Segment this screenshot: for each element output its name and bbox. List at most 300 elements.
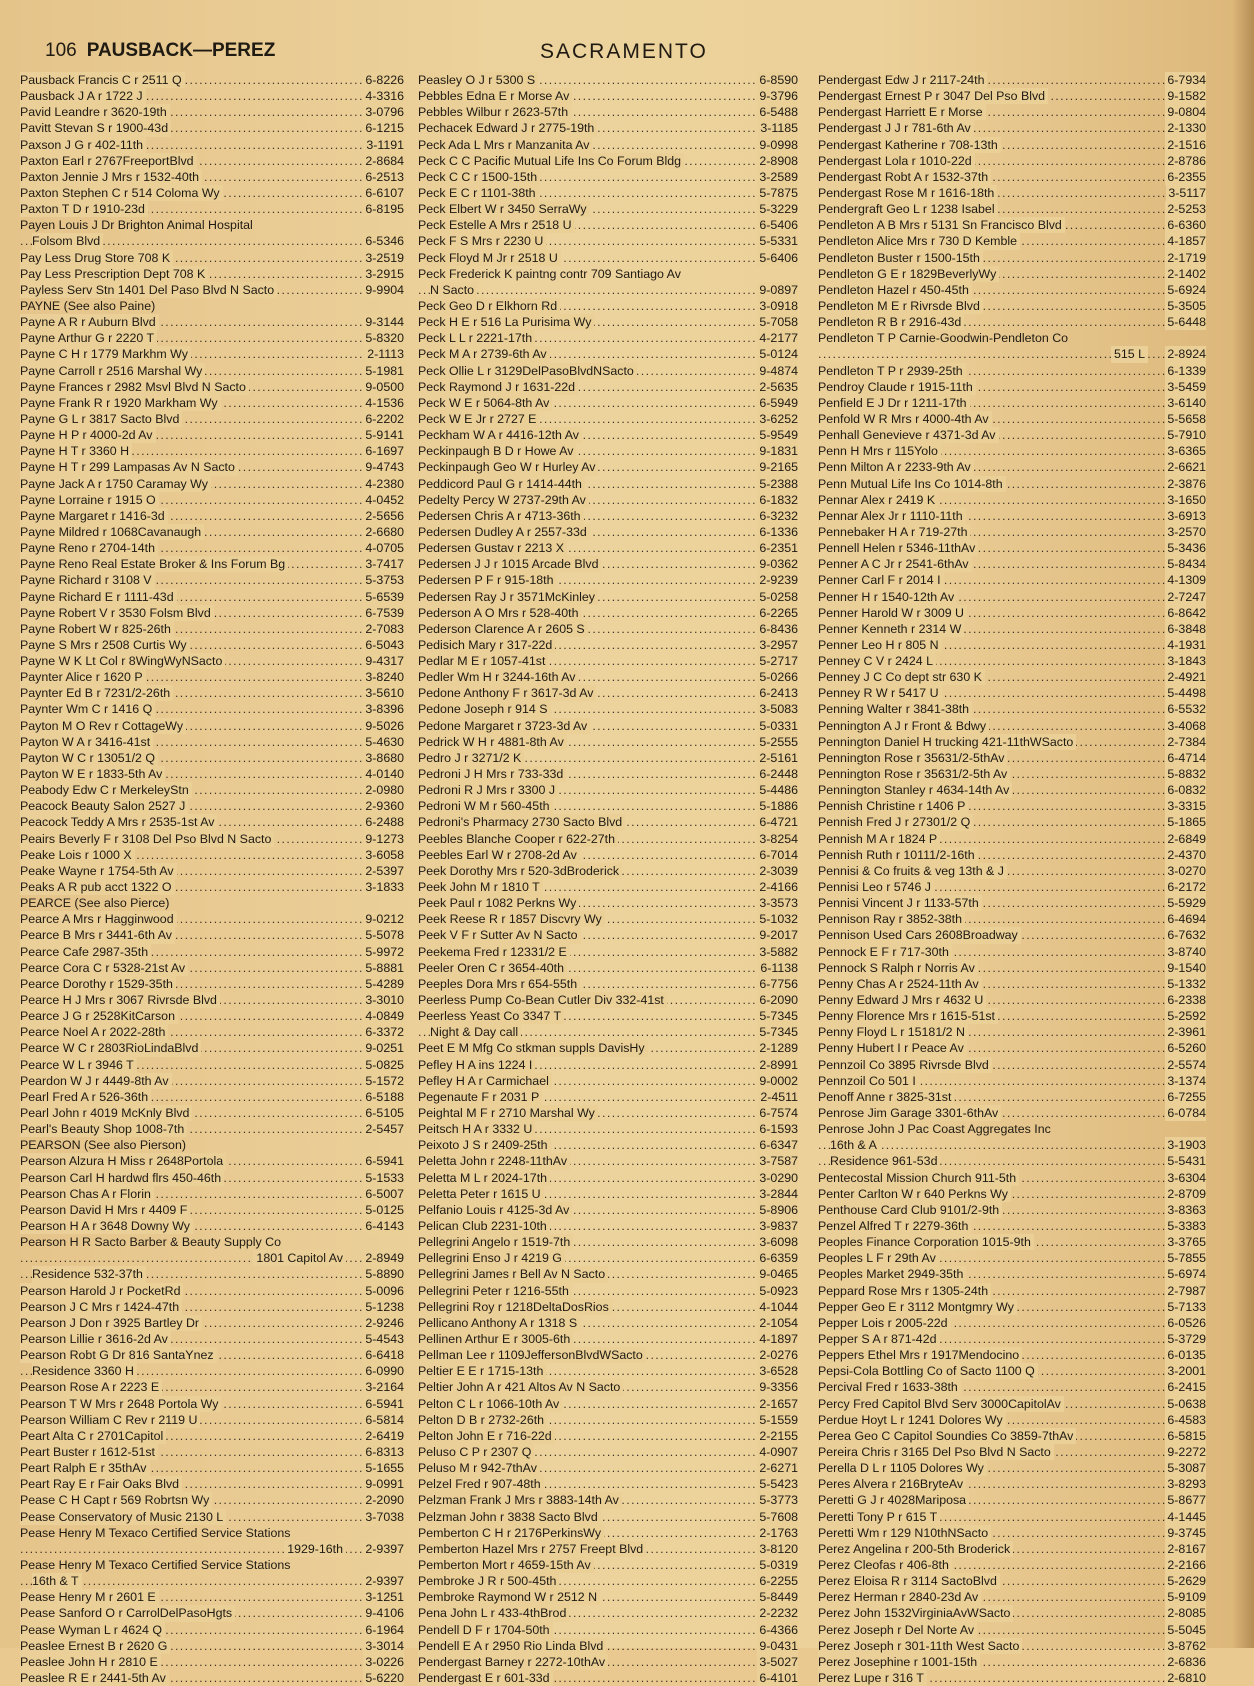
listing-entry <box>818 1525 1206 1541</box>
listing-phone: 3-3765 <box>1167 1235 1206 1250</box>
listing-phone: 5-1332 <box>1167 976 1206 991</box>
listing-entry <box>20 411 404 427</box>
listing-phone: 5-1032 <box>759 912 798 927</box>
listing-name: ..... Pearson Carl H hardwd flrs 450-46th <box>20 1170 224 1186</box>
listing-name: ..... Peck Geo D r Elkhorn Rd <box>418 298 560 314</box>
listing-name: ..... Peck C C r 1500-15th <box>418 169 540 185</box>
listing-phone: 2-5574 <box>1167 1057 1206 1072</box>
listing-entry <box>418 685 798 701</box>
listing-phone: 6-5488 <box>759 105 798 120</box>
listing-entry <box>818 508 1206 524</box>
listing-phone: 2-8786 <box>1167 153 1206 168</box>
listing-entry <box>418 1008 798 1024</box>
listing-phone: 2-8085 <box>1167 1606 1206 1621</box>
page-edge-shadow <box>1232 0 1254 1648</box>
listing-entry <box>818 863 1206 879</box>
listing-name: ..... Pearson Rose A r 2223 E <box>20 1379 162 1395</box>
listing-name: ..... Peart Ray E r Fair Oaks Blvd <box>20 1476 182 1492</box>
listing-phone: 2-7987 <box>1167 1283 1206 1298</box>
listing-entry <box>418 250 798 266</box>
listing-phone: 5-1533 <box>365 1170 404 1185</box>
listing-name: ..... Peluso M r 942-7thAv <box>418 1460 540 1476</box>
listing-entry <box>418 1153 798 1169</box>
listing-entry <box>20 1444 404 1460</box>
listing-name: ..... Peltier John A r 421 Altos Av N Sacto <box>418 1379 623 1395</box>
listing-name: ..... Peltier E E r 1715-13th <box>418 1363 546 1379</box>
listing-name: ..... Pelzman Frank J Mrs r 3883-14th Av <box>418 1492 622 1508</box>
listing-entry <box>818 556 1206 572</box>
listing-name: ..... Peacock Beauty Salon 2527 J <box>20 798 188 814</box>
listing-entry <box>418 589 798 605</box>
listing-entry <box>20 1412 404 1428</box>
listing-name: ..... Peeler Oren C r 3654-40th <box>418 960 567 976</box>
listing-name: ..... Payne Richard E r 1111-43d <box>20 589 177 605</box>
listing-entry <box>418 1396 798 1412</box>
listing-name: ..... Pearson J Don r 3925 Bartley Dr <box>20 1315 202 1331</box>
listing-name: ..... Pebbles Edna E r Morse Av <box>418 88 572 104</box>
listing-phone: 5-6406 <box>759 250 798 265</box>
listing-phone: 9-0991 <box>365 1477 404 1492</box>
listing-phone: 5-0266 <box>759 670 798 685</box>
listing-name: ..... Penner Kenneth r 2314 W <box>818 621 964 637</box>
listing-name: ..... Pennison Used Cars 2608Broadway <box>818 927 1021 943</box>
listing-column-1 <box>20 72 404 1686</box>
listing-name: ..... Pendleton Alice Mrs r 730 D Kemble <box>818 233 1020 249</box>
listing-phone: 9-3745 <box>1167 1525 1206 1540</box>
listing-phone: 5-2388 <box>759 476 798 491</box>
listing-phone: 4-3316 <box>365 89 404 104</box>
listing-entry <box>818 669 1206 685</box>
listing-entry <box>20 1492 404 1508</box>
listing-name: ..... Pearce Cafe 2987-35th <box>20 944 151 960</box>
listing-phone: 9-2017 <box>759 928 798 943</box>
listing-name: ..... Peck Raymond J r 1631-22d <box>418 379 578 395</box>
listing-name: ..... Peck W E Jr r 2727 E <box>418 411 539 427</box>
listing-name: ..... 515 L <box>1111 346 1148 362</box>
listing-entry <box>418 1412 798 1428</box>
listing-name: ..... Pearce A Mrs r Hagginwood <box>20 911 177 927</box>
listing-phone: 4-2380 <box>365 476 404 491</box>
listing-phone: 9-4317 <box>365 654 404 669</box>
listing-entry <box>818 492 1206 508</box>
listing-name: ..... Pellegrini Angelo r 1519-7th <box>418 1234 573 1250</box>
listing-phone: 3-4068 <box>1167 718 1206 733</box>
listing-entry <box>818 766 1206 782</box>
listing-name: ..... Pellinen Arthur E r 3005-6th <box>418 1331 573 1347</box>
listing-name: ..... Pepsi-Cola Bottling Co of Sacto 1100 Q <box>818 1363 1038 1379</box>
listing-phone: 3-8740 <box>1167 944 1206 959</box>
listing-entry <box>418 637 798 653</box>
listing-name: ..... Pennish Fred J r 27301/2 Q <box>818 814 973 830</box>
listing-phone: 6-5949 <box>759 395 798 410</box>
listing-entry <box>818 782 1206 798</box>
listing-phone: 6-4583 <box>1167 1412 1206 1427</box>
listing-phone: 3-2519 <box>365 250 404 265</box>
listing-entry <box>418 1509 798 1525</box>
listing-phone: 6-2090 <box>759 993 798 1008</box>
listing-phone: 5-2629 <box>1167 1574 1206 1589</box>
listing-phone: 6-5260 <box>1167 1041 1206 1056</box>
listing-phone: 5-5431 <box>1167 1154 1206 1169</box>
listing-name: ..... Payne Frank R r 1920 Markham Wy <box>20 395 221 411</box>
listing-name: ..... Pegenaute F r 2031 P <box>418 1089 542 1105</box>
listing-phone: 5-1238 <box>365 1299 404 1314</box>
listing-phone: 9-0500 <box>365 379 404 394</box>
listing-phone: 5-3436 <box>1167 541 1206 556</box>
listing-name: ..... Pefley H A ins 1224 I <box>418 1057 535 1073</box>
listing-entry <box>818 847 1206 863</box>
listing-name: ..... Paxton T D r 1910-23d <box>20 201 148 217</box>
listing-phone: 5-2717 <box>759 654 798 669</box>
listing-phone: 3-6252 <box>759 411 798 426</box>
listing-name: ..... Payne Richard r 3108 V <box>20 572 155 588</box>
listing-phone: 3-2915 <box>365 266 404 281</box>
listing-entry <box>818 879 1206 895</box>
listing-entry <box>20 750 404 766</box>
listing-phone: 9-9904 <box>365 282 404 297</box>
listing-name: ..... Pennisi Vincent J r 1133-57th <box>818 895 982 911</box>
listing-name: ..... Pefley H A r Carmichael <box>418 1073 552 1089</box>
listing-entry <box>418 1363 798 1379</box>
listing-name: ..... Peck M A r 2739-6th Av <box>418 346 550 362</box>
listing-name: PAYNE (See also Paine) <box>20 298 156 313</box>
listing-entry <box>418 1202 798 1218</box>
listing-phone: 6-3232 <box>759 508 798 523</box>
listing-name: ..... Penney R W r 5417 U <box>818 685 942 701</box>
listing-entry <box>20 976 404 992</box>
listing-entry <box>418 718 798 734</box>
listing-name: ..... Peck E C r 1101-38th <box>418 185 539 201</box>
listing-phone: 2-2166 <box>1167 1557 1206 1572</box>
listing-entry <box>418 1557 798 1573</box>
listing-entry <box>418 895 798 911</box>
listing-entry <box>818 1379 1206 1395</box>
listing-entry <box>818 1266 1206 1282</box>
listing-entry <box>418 476 798 492</box>
listing-entry <box>818 621 1206 637</box>
listing-name: ..... Pellicano Anthony A r 1318 S <box>418 1315 580 1331</box>
listing-name: ..... Pendergast Barney r 2272-10thAv <box>418 1654 608 1670</box>
listing-entry <box>418 72 798 88</box>
listing-name: Pearson H R Sacto Barber & Beauty Supply Co <box>20 1235 282 1250</box>
listing-entry <box>818 1299 1206 1315</box>
listing-phone: 5-4543 <box>365 1331 404 1346</box>
listing-entry <box>818 1444 1206 1460</box>
listing-entry <box>818 1315 1206 1331</box>
listing-entry <box>418 1347 798 1363</box>
listing-name: ..... Pennington Rose r 35631/2-5th Av <box>818 766 1010 782</box>
listing-name: ..... Pemberton Mort r 4659-15th Av <box>418 1557 594 1573</box>
listing-name: ..... Payne Reno Real Estate Broker & Ins Forum Bg <box>20 556 288 572</box>
listing-name: ..... Pedersen Ray J r 3571McKinley <box>418 589 598 605</box>
listing-entry <box>20 1331 404 1347</box>
listing-name: ..... Payne Reno r 2704-14th <box>20 540 158 556</box>
listing-entry <box>818 653 1206 669</box>
listing-entry <box>20 1283 404 1299</box>
listing-entry <box>818 1428 1206 1444</box>
listing-name: ..... Peoples L F r 29th Av <box>818 1250 939 1266</box>
listing-phone: 6-1138 <box>760 960 798 975</box>
listing-entry <box>818 718 1206 734</box>
listing-name: ..... Pendergast Katherine r 708-13th <box>818 137 1001 153</box>
listing-phone: 6-5007 <box>365 1186 404 1201</box>
listing-name: ..... Payne Carroll r 2516 Marshal Wy <box>20 363 205 379</box>
listing-entry <box>418 1541 798 1557</box>
listing-phone: 6-3848 <box>1167 621 1206 636</box>
listing-name: ..... Pelton C L r 1066-10th Av <box>418 1396 562 1412</box>
listing-phone: 6-5941 <box>365 1396 404 1411</box>
listing-name: ..... Peart Ralph E r 35thAv <box>20 1460 150 1476</box>
listing-name: ..... Pendleton Buster r 1500-15th <box>818 250 983 266</box>
listing-entry <box>418 1460 798 1476</box>
listing-entry <box>418 701 798 717</box>
listing-name: ..... Pendleton Hazel r 450-45th <box>818 282 972 298</box>
listing-name: ..... Percival Fred r 1633-38th <box>818 1379 961 1395</box>
listing-phone: 6-0832 <box>1167 783 1206 798</box>
listing-entry <box>418 1573 798 1589</box>
listing-phone: 9-1540 <box>1167 960 1206 975</box>
listing-phone: 5-1572 <box>365 1073 404 1088</box>
listing-name: ..... Pemberton C H r 2176PerkinsWy <box>418 1525 604 1541</box>
listing-name: ..... Peasley O J r 5300 S <box>418 72 538 88</box>
listing-phone: 2-1054 <box>759 1315 798 1330</box>
listing-entry <box>20 1121 404 1137</box>
listing-entry <box>20 363 404 379</box>
listing-entry <box>818 88 1206 104</box>
listing-entry <box>20 201 404 217</box>
listing-name: ..... Payne H T r 3360 H <box>20 443 132 459</box>
listing-name: ..... Pennar Alex r 2419 K <box>818 492 938 508</box>
listing-phone: 5-2555 <box>759 734 798 749</box>
listing-phone: 6-4721 <box>759 815 798 830</box>
listing-entry <box>20 137 404 153</box>
listing-name: ..... Paxton Earl r 2767FreeportBlvd <box>20 153 197 169</box>
listing-entry <box>418 169 798 185</box>
listing-phone: 3-1251 <box>365 1590 404 1605</box>
listing-name: ..... Pena John L r 433-4thBrod <box>418 1605 569 1621</box>
listing-name: ..... Pennell Helen r 5346-11thAv <box>818 540 978 556</box>
listing-name: ..... Pearce B Mrs r 3441-6th Av <box>20 927 175 943</box>
listing-entry <box>818 1121 1206 1137</box>
listing-name: ..... Peck Ollie L r 3129DelPasoBlvdNSacto <box>418 363 637 379</box>
listing-name: ..... Payne W K Lt Col r 8WingWyNSacto <box>20 653 225 669</box>
listing-phone: 2-6810 <box>1167 1670 1206 1685</box>
listing-name: ..... Peppard Rose Mrs r 1305-24th <box>818 1283 991 1299</box>
listing-entry <box>818 395 1206 411</box>
listing-phone: 4-0140 <box>365 767 404 782</box>
listing-name: ..... Pelzman John r 3838 Sacto Blvd <box>418 1509 601 1525</box>
listing-entry <box>20 217 404 233</box>
listing-name: ..... Paxton Jennie J Mrs r 1532-40th <box>20 169 202 185</box>
listing-name: ..... Payne S Mrs r 2508 Curtis Wy <box>20 637 190 653</box>
listing-phone: 3-0918 <box>759 298 798 313</box>
listing-name: ..... Payne Robert V r 3530 Folsm Blvd <box>20 605 214 621</box>
listing-entry <box>418 976 798 992</box>
listing-phone: 2-3961 <box>1167 1025 1206 1040</box>
listing-phone: 6-7539 <box>365 605 404 620</box>
listing-entry <box>818 831 1206 847</box>
listing-phone: 3-1843 <box>1167 654 1206 669</box>
listing-name: ..... Payne Lorraine r 1915 O <box>20 492 159 508</box>
listing-entry <box>418 524 798 540</box>
listing-phone: 3-0226 <box>365 1654 404 1669</box>
listing-entry <box>818 1605 1206 1621</box>
listing-entry <box>818 1202 1206 1218</box>
listing-phone: 2-1289 <box>759 1041 798 1056</box>
listing-name: Penrose John J Pac Coast Aggregates Inc <box>818 1122 1051 1137</box>
listing-entry <box>418 233 798 249</box>
listing-name: ..... Pendell D F r 1704-50th <box>418 1622 553 1638</box>
listing-phone: 6-0990 <box>365 1364 404 1379</box>
listing-entry <box>818 169 1206 185</box>
listing-name: ..... Night & Day call <box>430 1024 521 1040</box>
listing-phone: 2-6271 <box>759 1461 798 1476</box>
listing-name: ..... Pedisich Mary r 317-22d <box>418 637 555 653</box>
listing-name: ..... Pavitt Stevan S r 1900-43d <box>20 120 171 136</box>
listing-entry <box>418 363 798 379</box>
listing-entry <box>20 718 404 734</box>
listing-phone: 2-9397 <box>365 1541 404 1556</box>
listing-name: ..... Pedersen Chris A r 4713-36th <box>418 508 584 524</box>
listing-entry <box>818 685 1206 701</box>
listing-phone: 4-1536 <box>365 395 404 410</box>
listing-name: ..... Pearson William C Rev r 2119 U <box>20 1412 200 1428</box>
listing-phone: 5-3773 <box>759 1493 798 1508</box>
listing-name: Peck Frederick K paintng contr 709 Santiago Av <box>418 266 681 281</box>
listing-entry <box>20 1476 404 1492</box>
listing-phone: 2-2090 <box>365 1493 404 1508</box>
listing-name: ..... Pedone Anthony F r 3617-3d Av <box>418 685 596 701</box>
listing-entry <box>418 137 798 153</box>
listing-entry <box>418 1024 798 1040</box>
listing-entry <box>818 1250 1206 1266</box>
listing-name: ..... Pedroni R J Mrs r 3300 J <box>418 782 558 798</box>
listing-phone: 2-8991 <box>759 1057 798 1072</box>
listing-entry <box>418 379 798 395</box>
listing-phone: 5-6448 <box>1167 315 1206 330</box>
listing-entry <box>20 314 404 330</box>
listing-name: ..... Pellegrini Roy r 1218DeltaDosRios <box>418 1299 612 1315</box>
listing-entry <box>418 104 798 120</box>
listing-name: ..... Peek Dorothy Mrs r 520-3dBroderick <box>418 863 622 879</box>
listing-name: ..... Peart Buster r 1612-51st <box>20 1444 158 1460</box>
listing-phone: 2-5635 <box>759 379 798 394</box>
listing-phone: 2-6621 <box>1167 460 1206 475</box>
listing-name: ..... Peixoto J S r 2409-25th <box>418 1137 551 1153</box>
listing-phone: 3-6058 <box>365 847 404 862</box>
listing-name: ..... Pendroy Claude r 1915-11th <box>818 379 976 395</box>
listing-entry <box>818 476 1206 492</box>
listing-name: ..... Pennock E F r 717-30th <box>818 944 952 960</box>
listing-name: ..... Pay Less Drug Store 708 K <box>20 250 173 266</box>
listing-entry <box>818 120 1206 136</box>
listing-phone: 9-0465 <box>759 1267 798 1282</box>
listing-entry <box>418 217 798 233</box>
listing-name: ..... Pendleton G E r 1829BeverlyWy <box>818 266 999 282</box>
listing-phone: 6-2351 <box>759 541 798 556</box>
listing-entry <box>818 960 1206 976</box>
listing-name: ..... Perella D L r 1105 Dolores Wy <box>818 1460 987 1476</box>
listing-entry <box>418 492 798 508</box>
listing-phone: 6-8226 <box>365 73 404 87</box>
listing-phone: 3-5610 <box>365 686 404 701</box>
listing-entry <box>418 346 798 362</box>
listing-entry <box>20 72 404 88</box>
listing-phone: 6-2265 <box>759 605 798 620</box>
listing-entry <box>818 1622 1206 1638</box>
listing-entry <box>20 524 404 540</box>
listing-entry <box>818 524 1206 540</box>
listing-entry <box>20 927 404 943</box>
listing-phone: 6-4694 <box>1167 912 1206 927</box>
listing-entry <box>20 1089 404 1105</box>
listing-entry <box>818 589 1206 605</box>
listing-phone: 5-5929 <box>1167 896 1206 911</box>
listing-phone: 2-8924 <box>1167 347 1206 362</box>
listing-name: ..... Perez Joseph r Del Norte Av <box>818 1622 977 1638</box>
listing-entry <box>20 782 404 798</box>
listing-name: Pease Henry M Texaco Certified Service Stations <box>20 1525 291 1540</box>
listing-phone: 9-3796 <box>759 89 798 104</box>
listing-phone: 3-6140 <box>1167 395 1206 410</box>
listing-name: ..... Pedler Wm H r 3244-16th Av <box>418 669 578 685</box>
listing-phone: 5-3383 <box>1167 1218 1206 1233</box>
listing-phone: 5-5045 <box>1167 1622 1206 1637</box>
listing-name: ..... Peres Alvera r 216BryteAv <box>818 1476 966 1492</box>
listing-phone: 3-3315 <box>1167 799 1206 814</box>
listing-name: ..... Peck Estelle A Mrs r 2518 U <box>418 217 575 233</box>
listing-name: ..... Peek John M r 1810 T <box>418 879 543 895</box>
listing-entry <box>20 1202 404 1218</box>
listing-name: ..... Peretti G J r 4028Mariposa <box>818 1492 969 1508</box>
listing-phone: 3-5083 <box>759 702 798 717</box>
listing-phone: 2-6836 <box>1167 1654 1206 1669</box>
listing-phone: 2-8908 <box>759 153 798 168</box>
listing-phone: 6-1697 <box>365 444 404 459</box>
listing-entry <box>418 1186 798 1202</box>
listing-entry <box>418 1040 798 1056</box>
listing-name: ..... Perez Cleofas r 406-8th <box>818 1557 952 1573</box>
listing-phone: 6-7632 <box>1167 928 1206 943</box>
listing-entry <box>818 798 1206 814</box>
listing-name: ..... Pedro J r 3271/2 K <box>418 750 524 766</box>
listing-entry <box>418 1266 798 1282</box>
listing-phone: 5-5078 <box>365 928 404 943</box>
listing-phone: 5-7875 <box>759 185 798 200</box>
listing-name: ..... Pellegrini Peter r 1216-55th <box>418 1283 572 1299</box>
listing-entry <box>20 1137 404 1153</box>
listing-name: ..... Peck Floyd M Jr r 2518 U <box>418 250 561 266</box>
listing-entry <box>20 492 404 508</box>
listing-name: ..... Peardon W J r 4449-8th Av <box>20 1073 172 1089</box>
listing-entry <box>818 540 1206 556</box>
listing-entry <box>418 427 798 443</box>
listing-entry <box>418 831 798 847</box>
listing-name: ..... Pearl John r 4019 McKnly Blvd <box>20 1105 192 1121</box>
listing-phone: 6-3372 <box>365 1025 404 1040</box>
listing-name: ..... Peaslee R E r 2441-5th Av <box>20 1670 169 1686</box>
listing-phone: 6-5814 <box>365 1412 404 1427</box>
listing-entry <box>20 88 404 104</box>
listing-phone: 5-9141 <box>365 428 404 443</box>
listing-name: ..... Penzel Alfred T r 2279-36th <box>818 1218 971 1234</box>
listing-entry <box>20 1073 404 1089</box>
listing-phone: 2-5397 <box>365 863 404 878</box>
listing-entry <box>20 298 404 314</box>
listing-name: ..... 16th & T <box>32 1573 82 1589</box>
listing-entry <box>418 1250 798 1266</box>
listing-name: ..... Penn H Mrs r 115Yolo <box>818 443 941 459</box>
